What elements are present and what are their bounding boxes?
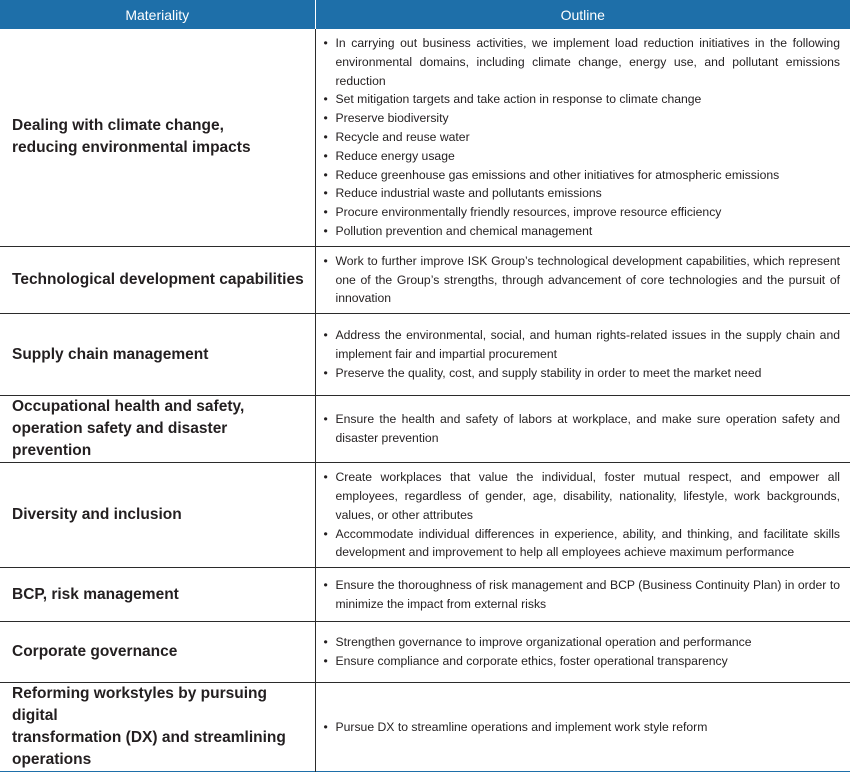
outline-bullet-item: • Preserve biodiversity [323,109,841,128]
materiality-label-line: Dealing with climate change, [12,117,224,135]
outline-column-header: Outline [315,0,850,29]
materiality-label-line: Technological development capabilities [12,270,304,288]
materiality-cell [0,683,315,772]
materiality-cell [0,396,315,463]
outline-bullet-item: • Reduce industrial waste and pollutants emissions [323,184,841,203]
materiality-label-line: reducing environmental impacts [12,139,251,157]
table-header-row [0,0,850,29]
outline-bullet-item: • Ensure the health and safety of labors at workplace, and make sure operation safety and disaster prevention [323,410,841,448]
table-row [0,246,850,313]
table-row [0,29,850,246]
outline-bullet-item: • Pursue DX to streamline operations and implement work style reform [323,718,841,737]
materiality-label-line: Reforming workstyles by pursuing digital [12,685,267,725]
outline-cell [315,683,850,772]
outline-bullet-item: • Pollution prevention and chemical management [323,222,841,241]
outline-bullet-item: • In carrying out business activities, we implement load reduction initiatives in the following environmental domains, including climate change, energy use, and pollutant emissions reduction [323,34,841,90]
materiality-label-line: operation safety and disaster prevention [12,420,228,460]
materiality-label-line: BCP, risk management [12,585,179,603]
materiality-column-header: Materiality [0,0,315,29]
outline-bullet-item: • Accommodate individual differences in experience, ability, and thinking, and facilitate skills development and improvement to help all employees achieve maximum performance [323,525,841,563]
outline-bullet-item: • Reduce energy usage [323,147,841,166]
materiality-cell [0,568,315,622]
outline-cell [315,622,850,683]
materiality-label-line: Corporate governance [12,643,178,661]
outline-list [323,410,841,448]
materiality-cell [0,314,315,396]
table-row [0,396,850,463]
table-row [0,463,850,568]
outline-cell [315,29,850,246]
outline-list [323,252,841,308]
materiality-cell [0,622,315,683]
outline-bullet-item: • Recycle and reuse water [323,128,841,147]
materiality-label-line: transformation (DX) and streamlining operations [12,729,286,769]
table-row [0,683,850,772]
outline-list [323,468,841,562]
outline-bullet-item: • Ensure the thoroughness of risk management and BCP (Business Continuity Plan) in order to minimize the impact from external risks [323,576,841,614]
materiality-cell [0,463,315,568]
outline-bullet-item: • Create workplaces that value the individual, foster mutual respect, and empower all employees, regardless of gender, age, disability, nationality, lifestyle, work backgrounds, values, or other attributes [323,468,841,524]
outline-cell [315,396,850,463]
outline-list [323,633,841,671]
outline-cell [315,314,850,396]
outline-bullet-item: • Work to further improve ISK Group’s technological development capabilities, which represent one of the Group’s strengths, through advancement of core technologies and the pursuit of innovation [323,252,841,308]
outline-list [323,718,841,737]
materiality-label-line: Occupational health and safety, [12,398,245,416]
outline-bullet-item: • Preserve the quality, cost, and supply stability in order to meet the market need [323,364,841,383]
materiality-cell [0,29,315,246]
materiality-cell [0,246,315,313]
outline-list [323,576,841,614]
outline-cell [315,463,850,568]
table-row [0,622,850,683]
outline-bullet-item: • Address the environmental, social, and human rights-related issues in the supply chain and implement fair and impartial procurement [323,326,841,364]
outline-bullet-item: • Strengthen governance to improve organizational operation and performance [323,633,841,652]
outline-bullet-item: • Procure environmentally friendly resources, improve resource efficiency [323,203,841,222]
table-row [0,568,850,622]
outline-bullet-item: • Ensure compliance and corporate ethics, foster operational transparency [323,652,841,671]
materiality-label-line: Supply chain management [12,345,209,363]
outline-list [323,326,841,382]
outline-list [323,34,841,241]
materiality-label-line: Diversity and inclusion [12,506,182,524]
table-row [0,314,850,396]
outline-cell [315,568,850,622]
outline-cell [315,246,850,313]
outline-bullet-item: • Reduce greenhouse gas emissions and other initiatives for atmospheric emissions [323,166,841,185]
outline-bullet-item: • Set mitigation targets and take action in response to climate change [323,90,841,109]
